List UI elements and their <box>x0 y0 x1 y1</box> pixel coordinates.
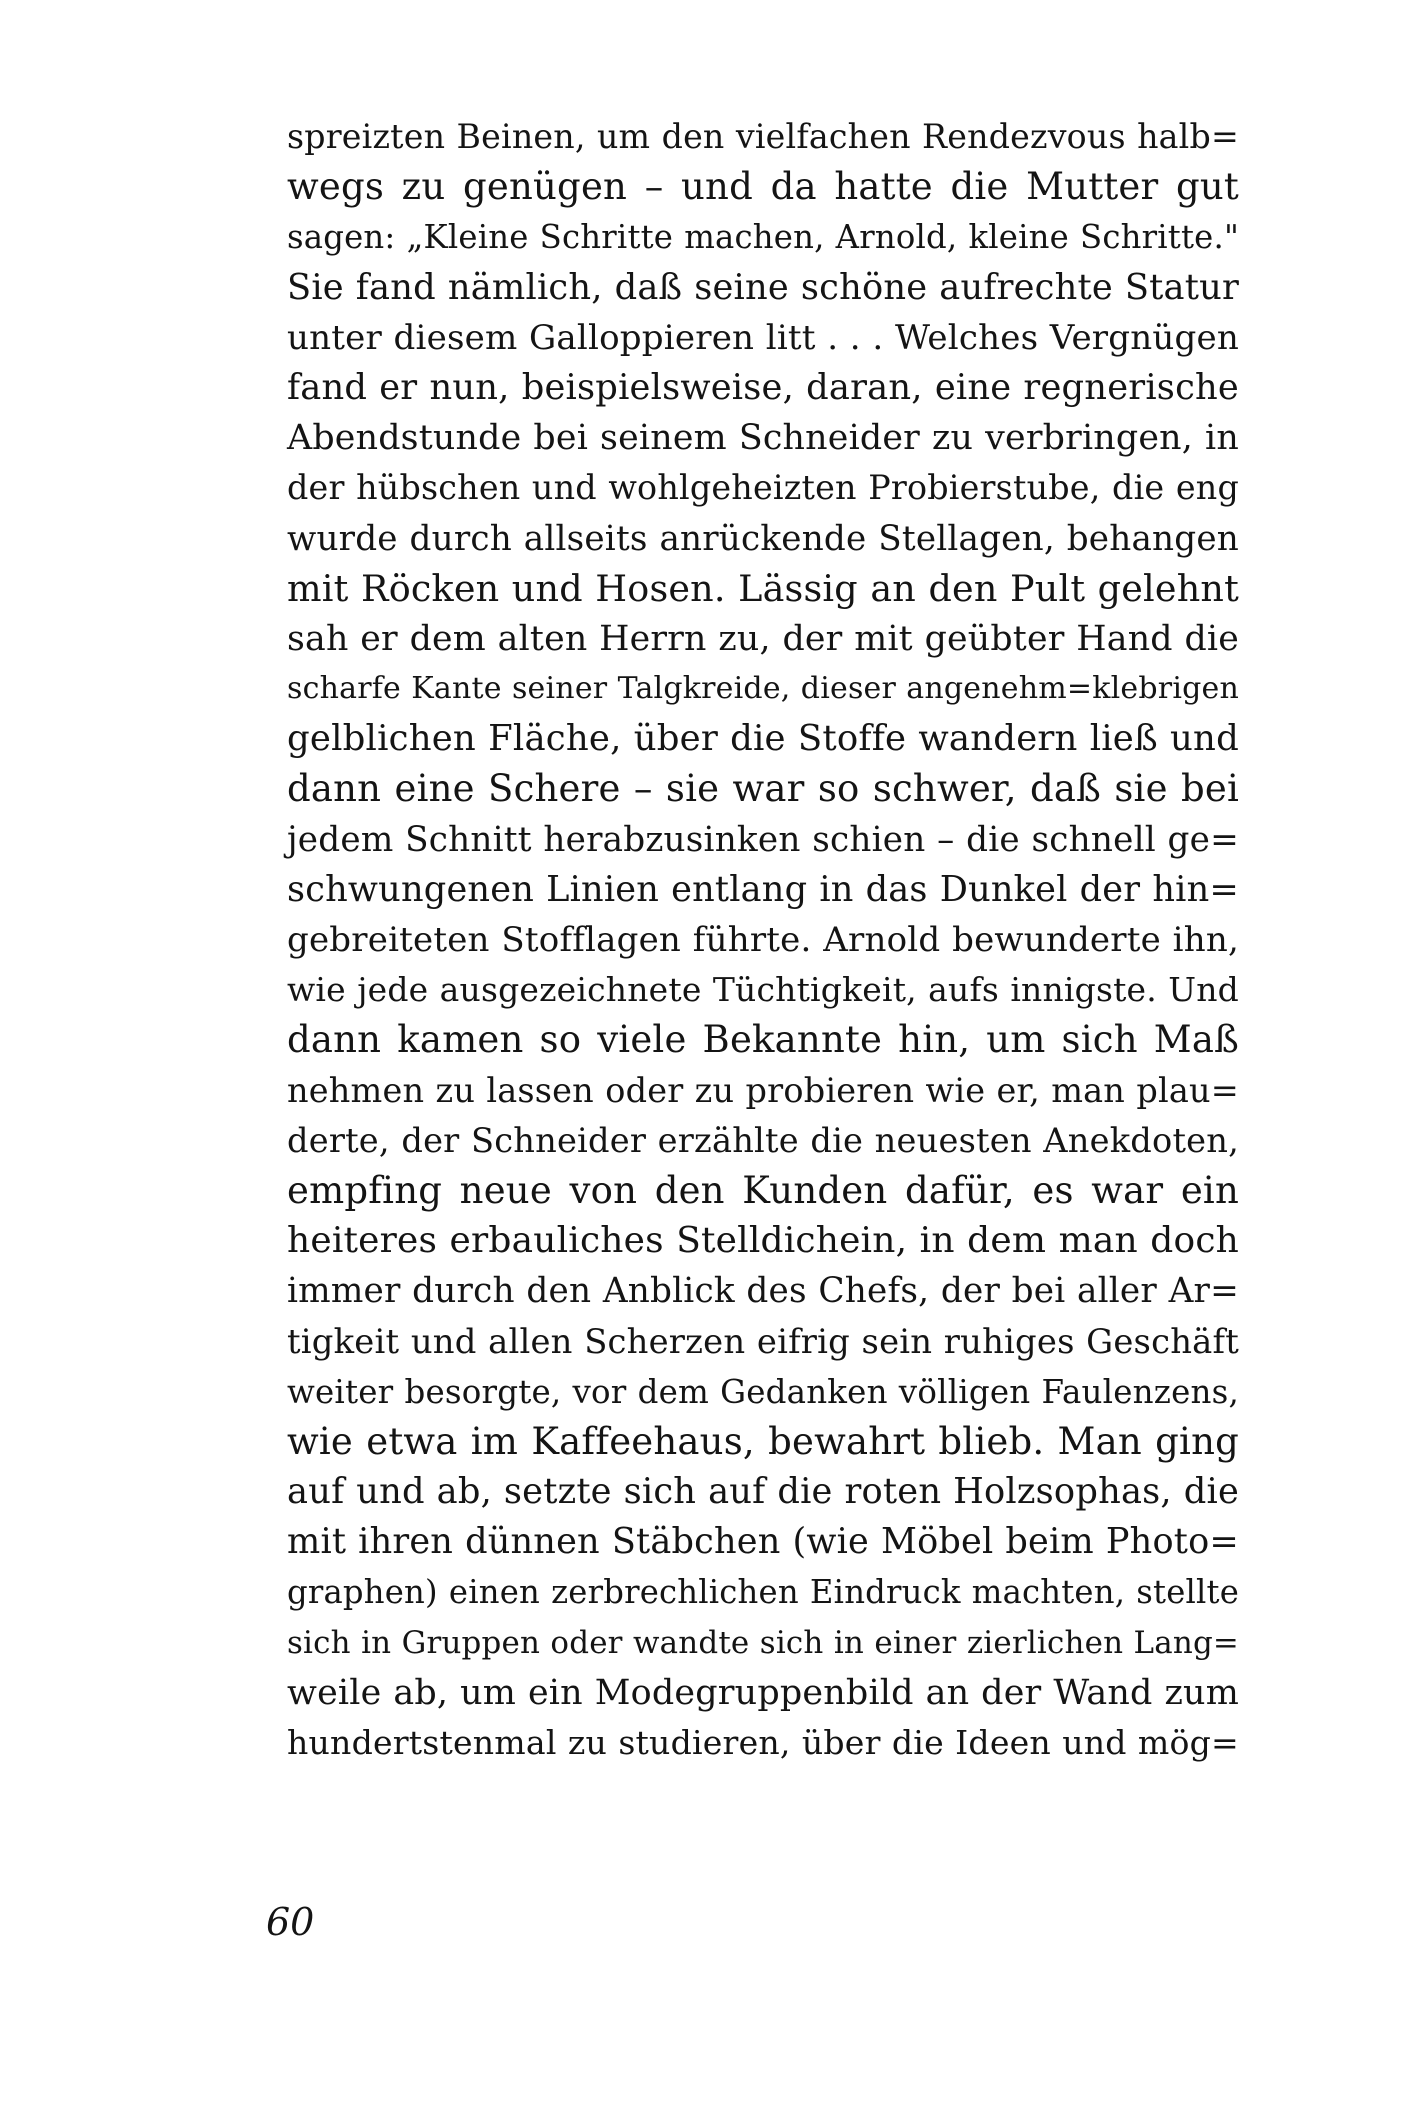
text-line: auf und ab, setzte sich auf die roten Holzsophas, die <box>287 1471 1239 1513</box>
text-line: Abendstunde bei seinem Schneider zu verbringen, in <box>287 418 1239 459</box>
text-line: tigkeit und allen Scherzen eifrig sein ruhiges Geschäft <box>287 1321 1239 1361</box>
text-line: weile ab, um ein Modegruppenbild an der Wand zum <box>287 1672 1239 1713</box>
text-line: sagen: „Kleine Schritte machen, Arnold, kleine Schritte." <box>287 218 1239 257</box>
text-line: scharfe Kante seiner Talgkreide, dieser angenehm=klebrigen <box>287 671 1239 707</box>
text-line: gelblichen Fläche, über die Stoffe wandern ließ und <box>287 718 1239 760</box>
text-line: wie etwa im Kaffeehaus, bewahrt blieb. Man ging <box>287 1419 1239 1463</box>
text-line: mit ihren dünnen Stäbchen (wie Möbel beim Photo= <box>287 1521 1239 1563</box>
text-line: weiter besorgte, vor dem Gedanken völligen Faulenzens, <box>287 1372 1239 1411</box>
text-line: wie jede ausgezeichnete Tüchtigkeit, aufs innigste. Und <box>287 970 1239 1010</box>
text-line: derte, der Schneider erzählte die neuesten Anekdoten, <box>287 1120 1239 1160</box>
text-line: dann eine Schere – sie war so schwer, daß sie bei <box>287 767 1239 811</box>
text-line: sah er dem alten Herrn zu, der mit geübter Hand die <box>287 618 1239 659</box>
text-line: jedem Schnitt herabzusinken schien – die schnell ge= <box>287 819 1239 860</box>
text-line: sich in Gruppen oder wandte sich in einer zierlichen Lang= <box>287 1624 1239 1661</box>
text-line: fand er nun, beispielsweise, daran, eine regnerische <box>287 366 1239 408</box>
text-line: nehmen zu lassen oder zu probieren wie er, man plau= <box>287 1070 1239 1110</box>
body-text <box>287 112 1239 1768</box>
text-line: spreizten Beinen, um den vielfachen Rendezvous halb= <box>287 117 1239 156</box>
text-line: heiteres erbauliches Stelldichein, in dem man doch <box>287 1220 1239 1262</box>
text-line: schwungenen Linien entlang in das Dunkel der hin= <box>287 868 1239 910</box>
text-line: Sie fand nämlich, daß seine schöne aufrechte Statur <box>287 266 1239 308</box>
text-line: mit Röcken und Hosen. Lässig an den Pult gelehnt <box>287 566 1239 610</box>
text-line: empfing neue von den Kunden dafür, es war ein <box>287 1168 1239 1212</box>
text-line: hundertstenmal zu studieren, über die Ideen und mög= <box>287 1723 1239 1762</box>
text-line: wurde durch allseits anrückende Stellagen, behangen <box>287 518 1239 559</box>
text-line: immer durch den Anblick des Chefs, der bei aller Ar= <box>287 1271 1239 1312</box>
page-number: 60 <box>266 1900 315 1944</box>
text-line: der hübschen und wohlgeheizten Probierstube, die eng <box>287 468 1239 508</box>
text-line: gebreiteten Stofflagen führte. Arnold bewunderte ihn, <box>287 920 1239 960</box>
text-line: unter diesem Galloppieren litt . . . Welches Vergnügen <box>287 317 1239 358</box>
text-line: wegs zu genügen – und da hatte die Mutter gut <box>287 165 1239 209</box>
text-line: dann kamen so viele Bekannte hin, um sich Maß <box>287 1018 1239 1062</box>
text-line: graphen) einen zerbrechlichen Eindruck machten, stellte <box>287 1573 1239 1612</box>
